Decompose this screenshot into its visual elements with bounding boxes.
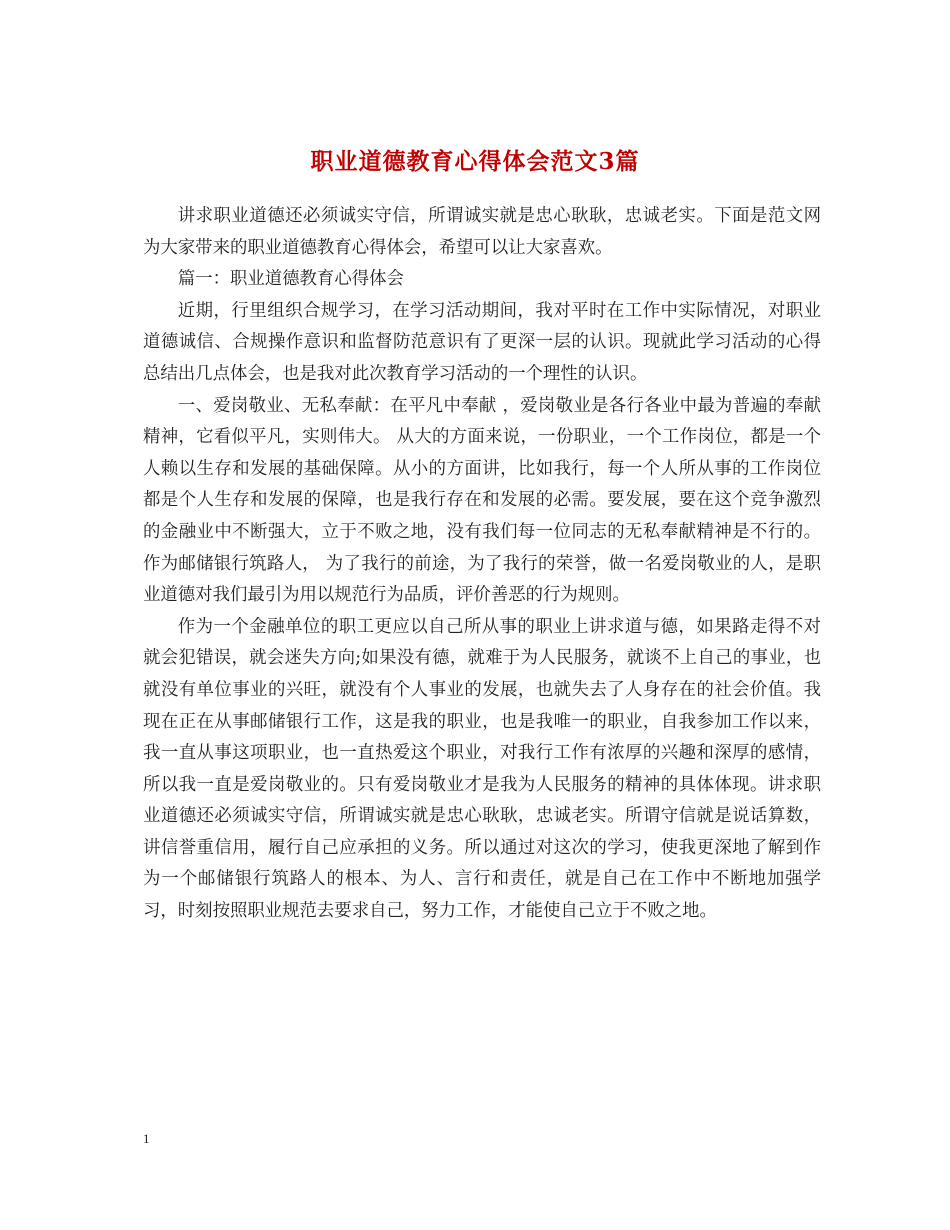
section-heading: 篇一：职业道德教育心得体会 — [177, 269, 404, 290]
body-paragraph: 近期，行里组织合规学习，在学习活动期间，我对平时在工作中实际情况，对职业道德诚信、合规操作意识和监督防范意识有了更深一层的认识。现就此学习活动的心得总结出几点体会，也是我对此次教育学习活动的一个理性的认识。 — [143, 300, 821, 384]
intro-paragraph: 讲求职业道德还必须诚实守信，所谓诚实就是忠心耿耿，忠诚老实。下面是范文网为大家带来的职业道德教育心得体会，希望可以让大家喜欢。 — [143, 206, 821, 258]
document-body — [143, 201, 821, 928]
body-paragraph: 一、爱岗敬业、无私奉献：在平凡中奉献 ，爱岗敬业是各行各业中最为普遍的奉献精神，它看似平凡，实则伟大。 从大的方面来说，一份职业，一个工作岗位，都是一个人赖以生存和发展的基础保障。从小的方面讲，比如我行，每一个人所从事的工作岗位都是个人生存和发展的保障，也是我行存在和发展的必需。要发展，要在这个竞争激烈的金融业中不断强大，立于不败之地，没有我们每一位同志的无私奉献精神是不行的。作为邮储银行筑路人， 为了我行的前途，为了我行的荣誉，做一名爱岗敬业的人，是职业道德对我们最引为用以规范行为品质，评价善恶的行为规则。 — [143, 395, 821, 606]
document-title: 职业道德教育心得体会范文3篇 — [310, 148, 640, 176]
page-number: 1 — [143, 1131, 150, 1146]
body-paragraph: 作为一个金融单位的职工更应以自己所从事的职业上讲求道与德，如果路走得不对就会犯错误，就会迷失方向;如果没有德，就难于为人民服务，就谈不上自己的事业，也就没有单位事业的兴旺，就没有个人事业的发展，也就失去了人身存在的社会价值。我现在正在从事邮储银行工作，这是我的职业，也是我唯一的职业，自我参加工作以来，我一直从事这项职业，也一直热爱这个职业，对我行工作有浓厚的兴趣和深厚的感情，所以我一直是爱岗敬业的。只有爱岗敬业才是我为人民服务的精神的具体体现。讲求职业道德还必须诚实守信，所谓诚实就是忠心耿耿，忠诚老实。所谓守信就是说话算数，讲信誉重信用，履行自己应承担的义务。所以通过对这次的学习，使我更深地了解到作为一个邮储银行筑路人的根本、为人、言行和责任，就是自己在工作中不断地加强学习，时刻按照职业规范去要求自己，努力工作，才能使自己立于不败之地。 — [143, 616, 821, 922]
